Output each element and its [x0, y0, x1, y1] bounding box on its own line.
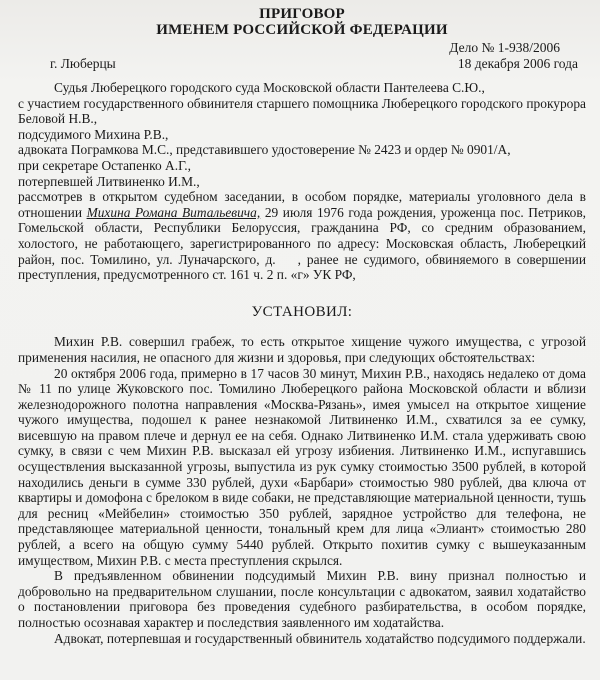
case-number: Дело № 1-938/2006	[449, 40, 560, 55]
prosecutor-line: с участием государственного обвинителя старшего помощника Люберецкого городского прокурора Беловой Н.В.,	[18, 95, 586, 127]
document-date: 18 декабря 2006 года	[457, 56, 578, 71]
lawyer-line: адвоката Пограмкова М.С., представившего удостоверение № 2423 и ордер № 0901/А,	[18, 142, 511, 158]
considered-pre: рассмотрев в открытом судебном заседании, в особом порядке, материалы уголовного дела в отношении	[18, 189, 586, 220]
defendant-full-name: Михина Романа Витальевича,	[86, 204, 261, 220]
document-header	[18, 38, 586, 72]
paragraph-4: Адвокат, потерпевшая и государственный обвинитель ходатайство подсудимого поддержали.	[54, 630, 586, 646]
victim-line: потерпевшей Литвиненко И.М.,	[18, 173, 200, 189]
considered-paragraph: рассмотрев в открытом судебном заседании, в особом порядке, материалы уголовного дела в отношении Михина Романа Витальевича, 29 июля 1976 года рождения, уроженца пос. Петриков, Гомельской области, Республики Белоруссия, гражданина РФ, со средним образованием, холостого, не работающего, зарегистрированного по адресу: Московская область, Люберецкий район, пос. Томилино, ул. Луначарского, д. , ранее не судимого, обвиняемого в совершении преступления, предусмотренного ст. 161 ч. 2 п. «г» УК РФ,	[18, 189, 586, 283]
judge-line: Судья Люберецкого городского суда Московской области Пантелеева С.Ю.,	[54, 80, 485, 95]
paragraph-3: В предъявленном обвинении подсудимый Михин Р.В. вину признал полностью и добровольно на предварительном слушании, после консультации с адвокатом, заявил ходатайство о постановлении приговора без проведения судебного разбирательства, в особом порядке, полностью осознавая характер и последствия заявленного им ходатайства.	[18, 568, 586, 630]
defendant-line: подсудимого Михина Р.В.,	[18, 126, 169, 142]
document-title: ПРИГОВОР	[259, 6, 345, 22]
considered-end: ранее не судимого, обвиняемого в совершении преступления, предусмотренного ст. 161 ч. 2 п. «г» УК РФ,	[18, 251, 586, 283]
city-label: г. Люберцы	[50, 56, 116, 71]
secretary-line: при секретаре Остапенко А.Г.,	[18, 157, 191, 173]
document-subtitle: ИМЕНЕМ РОССИЙСКОЙ ФЕДЕРАЦИИ	[156, 22, 448, 38]
paragraph-2: 20 октября 2006 года, примерно в 17 часов 30 минут, Михин Р.В., находясь недалеко от дома № 11 по улице Жуковского пос. Томилино Люберецкого района Московской области и вблизи железнодорожного полотна направления «Москва-Рязань», имея умысел на открытое хищение чужого имущества, подошел к ранее незнакомой Литвиненко И.М., схватился за ее сумку, висевшую на правом плече и дернул ее на себя. Однако Литвиненко И.М. стала удерживать свою сумку, в связи с чем Михин Р.В. высказал ей угрозу избиения. Литвиненко И.М., испугавшись осуществления высказанной угрозы, выпустила из рук сумку стоимостью 3500 рублей, в которой находились деньги в сумме 330 рублей, духи «Барбари» стоимостью 980 рублей, два ключа от квартиры и домофона с брелоком в виде собаки, не представляющие материальной ценности, тушь для ресниц «Мейбелин» стоимостью 350 рублей, зарядное устройство для телефона, не представляющее материальной ценности, тональный крем для лица «Элиант» стоимостью 280 рублей, а всего на общую сумму 5440 рублей. Открыто похитив сумку с вышеуказанным имуществом, Михин Р.В. с места преступления скрылся.	[18, 365, 586, 568]
considered-post: 29 июля 1976 года рождения, уроженца пос. Петриков, Гомельской области, Республики Белоруссия, гражданина РФ, со средним образованием, холостого, не работающего, зарегистрированного по адресу: Московская область, Люберецкий район, пос. Томилино, ул. Луначарского, д.	[18, 204, 586, 267]
document-body	[18, 80, 586, 646]
established-heading: УСТАНОВИЛ:	[251, 303, 353, 320]
paragraph-1: Михин Р.В. совершил грабеж, то есть открытое хищение чужого имущества, с угрозой применения насилия, не опасного для жизни и здоровья, при следующих обстоятельствах:	[18, 334, 586, 365]
